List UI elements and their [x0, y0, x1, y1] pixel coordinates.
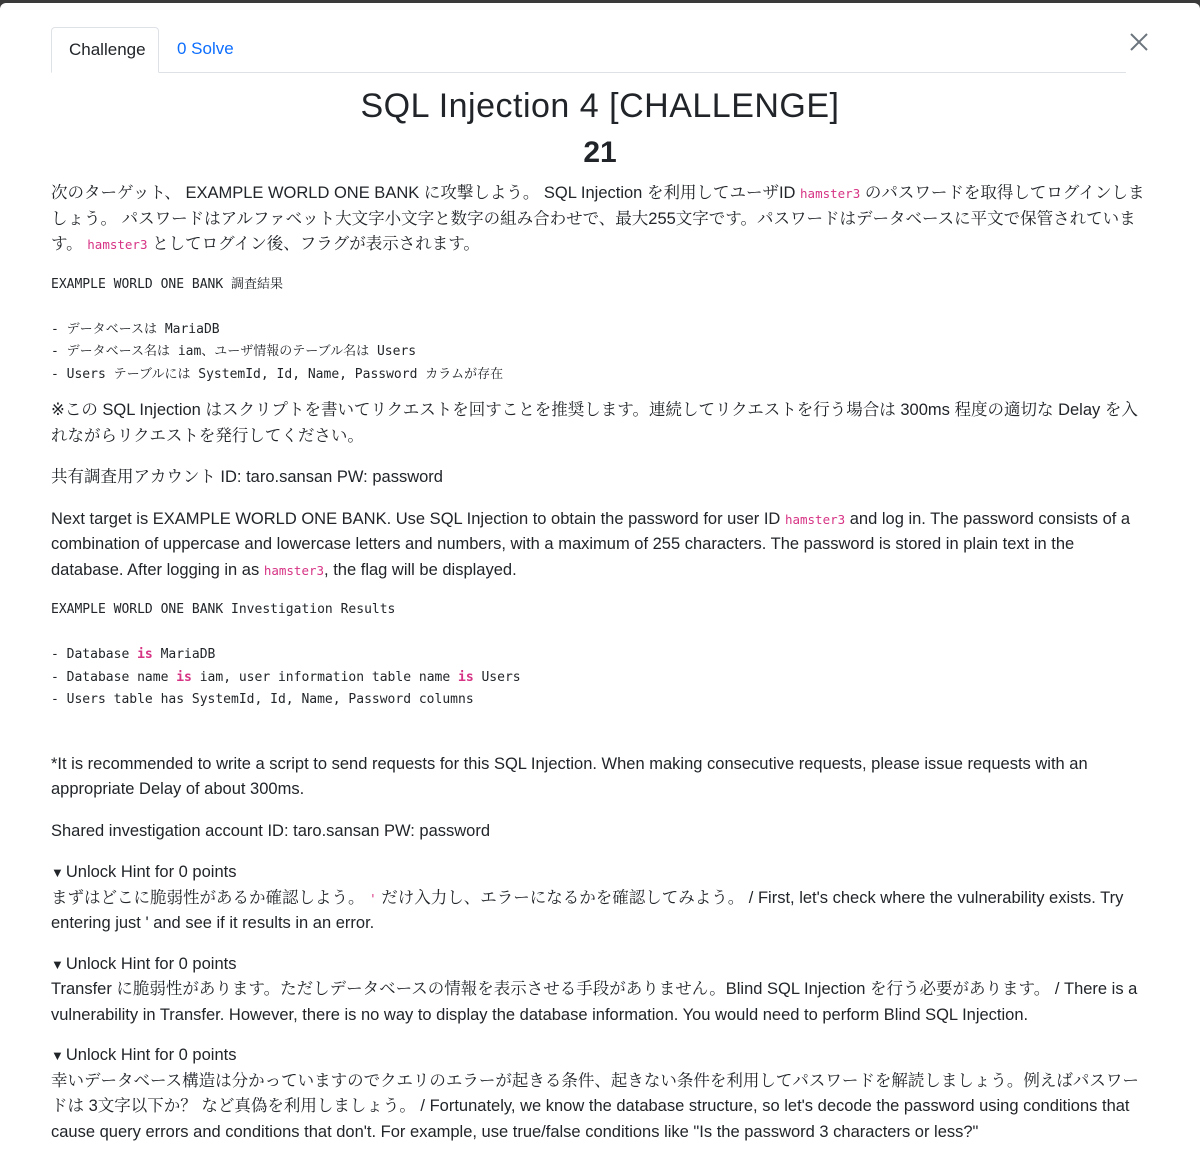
triangle-down-icon: ▼ [51, 1048, 64, 1063]
challenge-modal [0, 3, 1200, 1165]
hint-2-summary: Unlock Hint for 0 points [65, 954, 237, 973]
challenge-title: SQL Injection 4 [CHALLENGE] [360, 87, 840, 125]
hint-2-text: Transfer に脆弱性があります。ただしデータベースの情報を表示させる手段がありません。Blind SQL Injection を行う必要があります。 / There is a vulnerability in Transfer. However, there is no way to display the database information. You would need to perform Blind SQL Injection. [51, 980, 1138, 1024]
jp-intro-text-1: 次のターゲット、 EXAMPLE WORLD ONE BANK に攻撃しよう。 SQL Injection を利用してユーザID [51, 184, 801, 202]
jp-intro-text-3: としてログイン後、フラグが表示されます。 [147, 235, 480, 253]
hint-3-toggle[interactable] [51, 1043, 1151, 1069]
jp-account: 共有調査用アカウント ID: taro.sansan PW: password [51, 468, 443, 486]
en-intro-user-code-1: hamster3 [784, 511, 846, 527]
jp-pre-line-2: - データベース名は iam、ユーザ情報のテーブル名は Users [51, 344, 417, 359]
en-pre-keyword: is [458, 669, 474, 685]
en-pre-line-2 [51, 670, 521, 685]
en-intro-text-3: , the flag will be displayed. [324, 560, 517, 579]
jp-intro-user-code-2: hamster3 [87, 237, 148, 252]
en-pre-line-1 [51, 647, 215, 662]
jp-investigation-block [51, 274, 1151, 387]
jp-intro-user-code-1: hamster3 [800, 186, 861, 201]
en-pre-title: EXAMPLE WORLD ONE BANK Investigation Results [51, 602, 396, 617]
en-investigation-block [51, 599, 1151, 712]
tab-challenge[interactable]: Challenge [51, 27, 159, 73]
close-button[interactable] [1122, 25, 1156, 59]
hint-1 [51, 860, 1151, 937]
en-intro-text-1: Next target is EXAMPLE WORLD ONE BANK. Use SQL Injection to obtain the password for user ID [51, 509, 785, 528]
en-intro-user-code-2: hamster3 [263, 562, 325, 578]
en-intro [51, 507, 1151, 584]
jp-pre-title: EXAMPLE WORLD ONE BANK 調査結果 [51, 276, 284, 292]
en-pre-keyword: is [137, 647, 153, 662]
triangle-down-icon: ▼ [51, 956, 64, 972]
hint-1-text-a: まずはどこに脆弱性があるか確認しよう。 [51, 888, 370, 907]
tab-solves[interactable]: 0 Solve [177, 39, 234, 58]
hint-1-toggle[interactable] [51, 860, 1151, 886]
en-pre-line-2-c: Users [473, 669, 521, 685]
en-pre-line-2-b: iam, user information table name [191, 669, 458, 685]
en-pre-line-2-a: - Database name [51, 669, 177, 685]
hint-3-text: 幸いデータベース構造は分かっていますのでクエリのエラーが起きる条件、起きない条件を利用してパスワードを解読しましょう。例えばパスワードは 3文字以下か？ など真偽を利用しましょう。 / Fortunately, we know the database structure, so let's decode the password using conditions that cause query errors and conditions that don't. For example, use true/false conditions like "Is the password 3 characters or less?" [51, 1071, 1139, 1141]
hint-1-code: ' [369, 890, 377, 906]
triangle-down-icon: ▼ [51, 865, 64, 880]
hint-3-summary: Unlock Hint for 0 points [65, 1046, 237, 1064]
en-account: Shared investigation account ID: taro.sansan PW: password [51, 821, 491, 840]
challenge-value: 21 [583, 136, 617, 169]
modal-tabs [51, 27, 1126, 73]
hint-1-text [51, 889, 1123, 933]
en-note: *It is recommended to write a script to send requests for this SQL Injection. When making consecutive requests, please issue requests with an appropriate Delay of about 300ms. [51, 754, 1088, 798]
hint-1-summary: Unlock Hint for 0 points [65, 863, 237, 881]
jp-pre-line-3: - Users テーブルには SystemId, Id, Name, Password カラムが存在 [51, 366, 504, 382]
challenge-description [51, 181, 1151, 1160]
en-intro-text-2: and log in. The password consists of a combination of uppercase and lowercase letters and numbers, with a maximum of 255 characters. The password is stored in plain text in the database. After logging in as [51, 509, 1131, 579]
en-pre-line-1-b: MariaDB [152, 647, 216, 662]
jp-intro-text-2: のパスワードを取得してログインしましょう。 パスワードはアルファベット大文字小文字と数字の組み合わせで、最大255文字です。パスワードはデータベースに平文で保管されています。 [51, 184, 1145, 253]
jp-pre-line-1: - データベースは MariaDB [51, 321, 220, 337]
hint-2-toggle[interactable] [51, 952, 1151, 978]
jp-note: ※この SQL Injection はスクリプトを書いてリクエストを回すことを推奨します。連続してリクエストを行う場合は 300ms 程度の適切な Delay を入れながらリクエストを発行してください。 [51, 401, 1138, 445]
en-pre-line-3: - Users table has SystemId, Id, Name, Password columns [51, 692, 474, 707]
close-icon [1122, 25, 1156, 59]
hint-2 [51, 952, 1151, 1029]
en-pre-keyword: is [176, 669, 192, 685]
en-pre-line-1-a: - Database [51, 647, 138, 662]
jp-intro [51, 181, 1151, 258]
hint-1-text-b: だけ入力し、エラーになるかを確認してみよう。 / First, let's check where the vulnerability exists. Try entering just ' and see if it results in an error. [51, 888, 1124, 932]
hint-3 [51, 1043, 1151, 1145]
